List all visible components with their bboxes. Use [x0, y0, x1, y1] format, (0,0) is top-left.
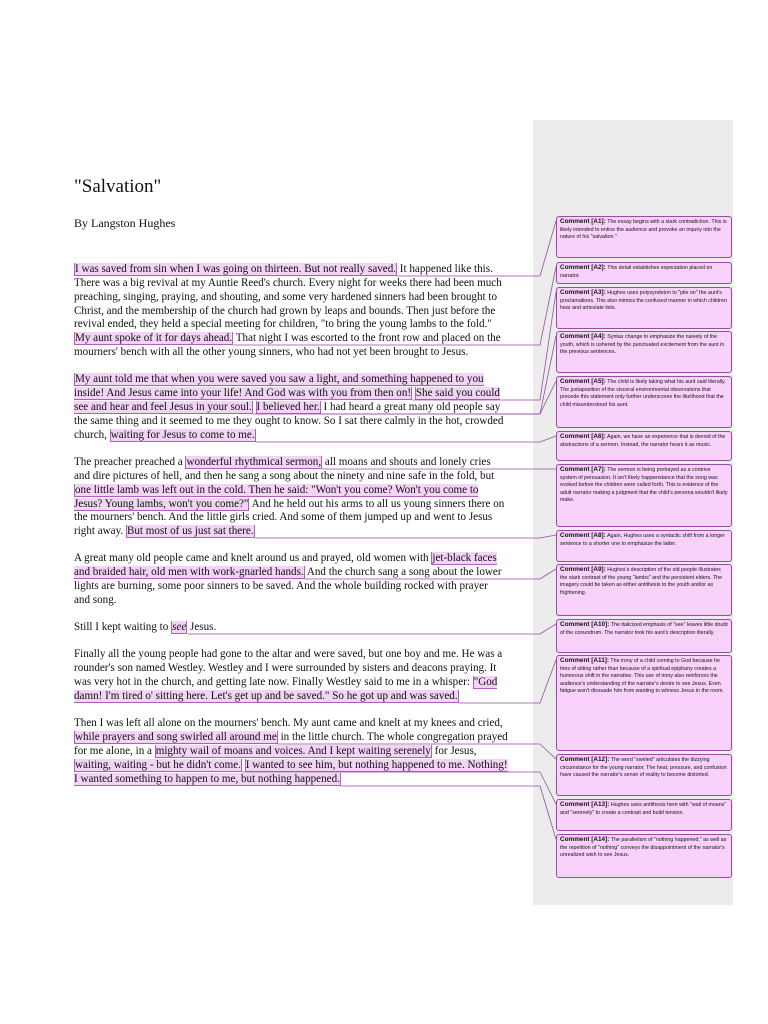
text-run: Then I was left all alone on the mourners' bench. My aunt came and knelt at my knees and cried, [74, 717, 503, 729]
comment-balloon-a14[interactable] [556, 834, 732, 878]
text-run: and song. [74, 594, 117, 606]
commented-text-a11: "God [473, 676, 498, 688]
commented-text-a8: one little lamb was left out in the cold. Then he said: "Won't you come? Won't you come to [75, 484, 479, 496]
comment-balloon-a5[interactable] [556, 376, 732, 428]
text-run: all moans and shouts and lonely cries [322, 456, 491, 468]
commented-text-a13: mighty wail of moans and voices. And I kept waiting serenely [155, 745, 431, 757]
comment-balloon-a9[interactable] [556, 564, 732, 616]
text-line [74, 277, 502, 290]
text-line [74, 318, 492, 331]
text-line [74, 498, 504, 511]
text-line [74, 401, 500, 414]
text-line [74, 332, 501, 345]
commented-text-a8: Jesus? Young lambs, won't you come?" [74, 498, 249, 510]
leader-line-a8 [255, 535, 556, 538]
comment-text: The sermon is being portrayed as a contrive system of persuasion. It isn't likely happenstance that the song was evoked before the children were called forth. This is evidence of the adult narrator making a judgment that the child's persona wouldn't likely make. [560, 467, 728, 503]
leader-line-a6 [256, 436, 556, 442]
comment-heading: Comment [A9]: [560, 566, 606, 573]
comment-text: Hughes uses antithesis here with "wail of moans" and "serenely" to create a contrast and build tension. [560, 802, 727, 816]
text-line [74, 470, 494, 483]
comment-text: Hughes's description of the old people illustrates the stark contrast of the young "lambs" and the persistent elders. The imagery could be taken as either antithesis to the youth and/or as frightening. [560, 567, 723, 596]
comment-balloon-a1[interactable] [556, 216, 732, 258]
comment-balloon-a13[interactable] [556, 799, 732, 831]
comment-heading: Comment [A4]: [560, 333, 606, 340]
comment-balloon-a10[interactable] [556, 619, 732, 653]
comment-balloon-a3[interactable] [556, 287, 732, 329]
comment-heading: Comment [A5]: [560, 378, 606, 385]
text-line [74, 291, 497, 304]
text-line [74, 387, 500, 400]
text-run: That night I was escorted to the front row and placed on the [233, 332, 501, 344]
comment-text: The italicized emphasis of "see" leaves little doubt of the conundrum. The narrator took his aunt's description literally. [560, 622, 728, 636]
commented-text-a11: damn! I'm tired o' sitting here. Let's get up and be saved." So he got up and was saved. [74, 690, 458, 702]
comment-text: The child is likely taking what his aunt said literally. The juxtaposition of the visceral environmental observations that precede this statement only further underscores the likelihood that the child misunderstood his aunt. [560, 379, 726, 408]
commented-text-a5: I believed her. [256, 401, 320, 413]
text-run: lights are burning, some poor sinners to be saved. And the whole building rocked with prayer [74, 580, 488, 592]
text-line [74, 305, 495, 318]
text-run: I had heard a great many old people say [320, 401, 501, 413]
commented-text-a14: I wanted to see him, but nothing happened to me. Nothing! [245, 759, 508, 771]
text-line [74, 346, 468, 359]
essay-title: "Salvation" [74, 176, 162, 197]
comment-text: The parallelism of "nothing happened," as well as the repetition of "nothing" conveys the disappointment of the narrator's unrealized wish to see Jesus. [560, 837, 727, 858]
commented-text-a1: I was saved from sin when I was going on thirteen. But not really saved. [75, 263, 397, 275]
commented-text-a13b: waiting, waiting - but he didn't come. [75, 759, 241, 771]
text-run: and dire pictures of hell, and then he sang a song about the ninety and nine safe in the fold, but [74, 470, 495, 482]
comment-text: The essay begins with a stark contradiction. This is likely intended to entice the audience and provoke an inquiry into the nature of his "salvation." [560, 219, 727, 240]
leader-line-a10 [187, 624, 556, 634]
text-run: in the little church. The whole congregation prayed [277, 731, 508, 743]
text-line [74, 621, 216, 634]
comment-heading: Comment [A12]: [560, 756, 610, 763]
text-run: preaching, singing, praying, and shouting, and some very hardened sinners had been brought to [74, 291, 498, 303]
text-run: for Jesus, [431, 745, 477, 757]
text-line [74, 373, 484, 386]
comment-text: Again, we have an experience that is devoid of the abstractions of a sermon. Instead, the narrator hears it as music. [560, 434, 726, 448]
comment-balloon-a4[interactable] [556, 331, 732, 373]
text-run: A great many old people came and knelt around us and prayed, old women with [74, 552, 432, 564]
text-line [74, 648, 502, 661]
comment-text: The irony of a child coming to God because he tires of sitting rather than because of a spiritual epiphany creates a humorous shift in the narrative. This use of irony also reinforces the audience's understanding of the narrator's desire to see Jesus. Even fatigue won't dissuade him from wanting to witness Jesus in the room. [560, 658, 724, 694]
commented-text-a10: see [172, 621, 187, 633]
text-run: revival ended, they held a special meeting for children, "to bring the young lambs to the fold." [74, 318, 492, 330]
commented-text-a7: wonderful rhythmical sermon, [186, 456, 322, 468]
text-run: the same thing and it seemed to me they ought to know. So I sat there calmly in the hot, crowded [74, 415, 504, 427]
comment-balloon-a12[interactable] [556, 754, 732, 796]
text-line [74, 676, 497, 689]
essay-byline: By Langston Hughes [74, 216, 176, 230]
comment-heading: Comment [A2]: [560, 264, 606, 271]
comment-heading: Comment [A13]: [560, 801, 610, 808]
text-line [74, 662, 496, 675]
commented-text-a12: while prayers and song swirled all around me [75, 731, 277, 743]
comment-heading: Comment [A8]: [560, 532, 606, 539]
commented-text-a4: see and hear and feel Jesus in your soul. [74, 401, 252, 413]
text-run: Christ, and the membership of the church had grown by leaps and bounds. Then just before the [74, 305, 496, 317]
comment-balloon-a7[interactable] [556, 464, 732, 527]
text-run: the mourners' bench. And the little girls cried. And some of them jumped up and went to Jesus [74, 511, 493, 523]
text-line [74, 580, 488, 593]
text-run: rounder's son named Westley. Westley and I were surrounded by sisters and deacons praying. It [74, 662, 497, 674]
text-line [74, 773, 341, 786]
commented-text-a3: My aunt told me that when you were saved you saw a light, and something happened to you [75, 373, 484, 385]
text-line [74, 552, 497, 565]
text-line [74, 566, 502, 579]
text-run: for me alone, in a [74, 745, 155, 757]
text-run: Still I kept waiting to [74, 621, 172, 633]
text-run: And he held out his arms to all us young sinners there on [249, 498, 505, 510]
text-line [74, 759, 508, 772]
text-run: The preacher preached a [74, 456, 186, 468]
commented-text-a9: and braided hair, old men with work-gnarled hands. [74, 566, 304, 578]
commented-text-a6: waiting for Jesus to come to me. [110, 429, 255, 441]
commented-text-a8b: But most of us just sat there. [126, 525, 254, 537]
text-run: right away. [74, 525, 126, 537]
text-line [74, 690, 459, 703]
text-line [74, 731, 508, 744]
commented-text-a14: I wanted something to happen to me, but nothing happened. [74, 773, 340, 785]
leader-line-a14 [341, 786, 556, 839]
comment-heading: Comment [A11]: [560, 657, 609, 664]
text-run: There was a big revival at my Auntie Reed's church. Every night for weeks there had been much [74, 277, 502, 289]
comment-heading: Comment [A6]: [560, 433, 606, 440]
comment-heading: Comment [A3]: [560, 289, 606, 296]
comment-text: This detail establishes expectation placed on narrator. [560, 265, 713, 279]
text-line [74, 511, 492, 524]
text-line [74, 415, 503, 428]
comment-heading: Comment [A7]: [560, 466, 606, 473]
text-run: And the church sang a song about the lower [304, 566, 502, 578]
text-run: mourners' bench with all the other young sinners, who had not yet been brought to Jesus. [74, 346, 469, 358]
comment-text: Hughes uses polysyndeton to "pile on" the aunt's proclamations. This also mimics the confused manner in which children hear and articulate lists. [560, 290, 727, 311]
text-line [74, 263, 493, 276]
text-run: Finally all the young people had gone to the altar and were saved, but one boy and me. He was a [74, 648, 503, 660]
comment-heading: Comment [A10]: [560, 621, 610, 628]
comment-balloon-a6[interactable] [556, 431, 732, 461]
text-line [74, 717, 503, 730]
comment-text: Again, Hughes uses a syntactic shift from a longer sentence to a shorter one to emphasize the latter. [560, 533, 725, 547]
comment-text: The word "swirled" articulates the dizzying circumstance for the young narrator. The heat, pressure, and confusion have caused the narrator's sense of reality to become distorted. [560, 757, 727, 778]
commented-text-a9: jet-black faces [432, 552, 497, 564]
text-line [74, 429, 256, 442]
comment-text: Syntax change to emphasize the naivety of the youth, which is ushered by the punctuated excitement from the aunt in the previous sentences. [560, 334, 725, 355]
text-line [74, 594, 117, 607]
commented-text-a2: My aunt spoke of it for days ahead. [75, 332, 233, 344]
comment-heading: Comment [A14]: [560, 836, 610, 843]
commented-text-a3: inside! And Jesus came into your life! And God was with you from then on! [74, 387, 412, 399]
text-line [74, 484, 478, 497]
text-line [74, 456, 491, 469]
text-run: It happened like this. [397, 263, 493, 275]
text-line [74, 525, 255, 538]
commented-text-a4: She said you could [415, 387, 500, 399]
text-run: Jesus. [187, 621, 217, 633]
text-run: was very hot in the church, and getting late now. Finally Westley said to me in a whisper: [74, 676, 473, 688]
comment-balloon-a11[interactable] [556, 655, 732, 751]
comment-heading: Comment [A1]: [560, 218, 606, 225]
text-run: church, [74, 429, 110, 441]
text-line [74, 745, 477, 758]
comment-balloon-a2[interactable] [556, 262, 732, 284]
comment-balloon-a8[interactable] [556, 530, 732, 562]
